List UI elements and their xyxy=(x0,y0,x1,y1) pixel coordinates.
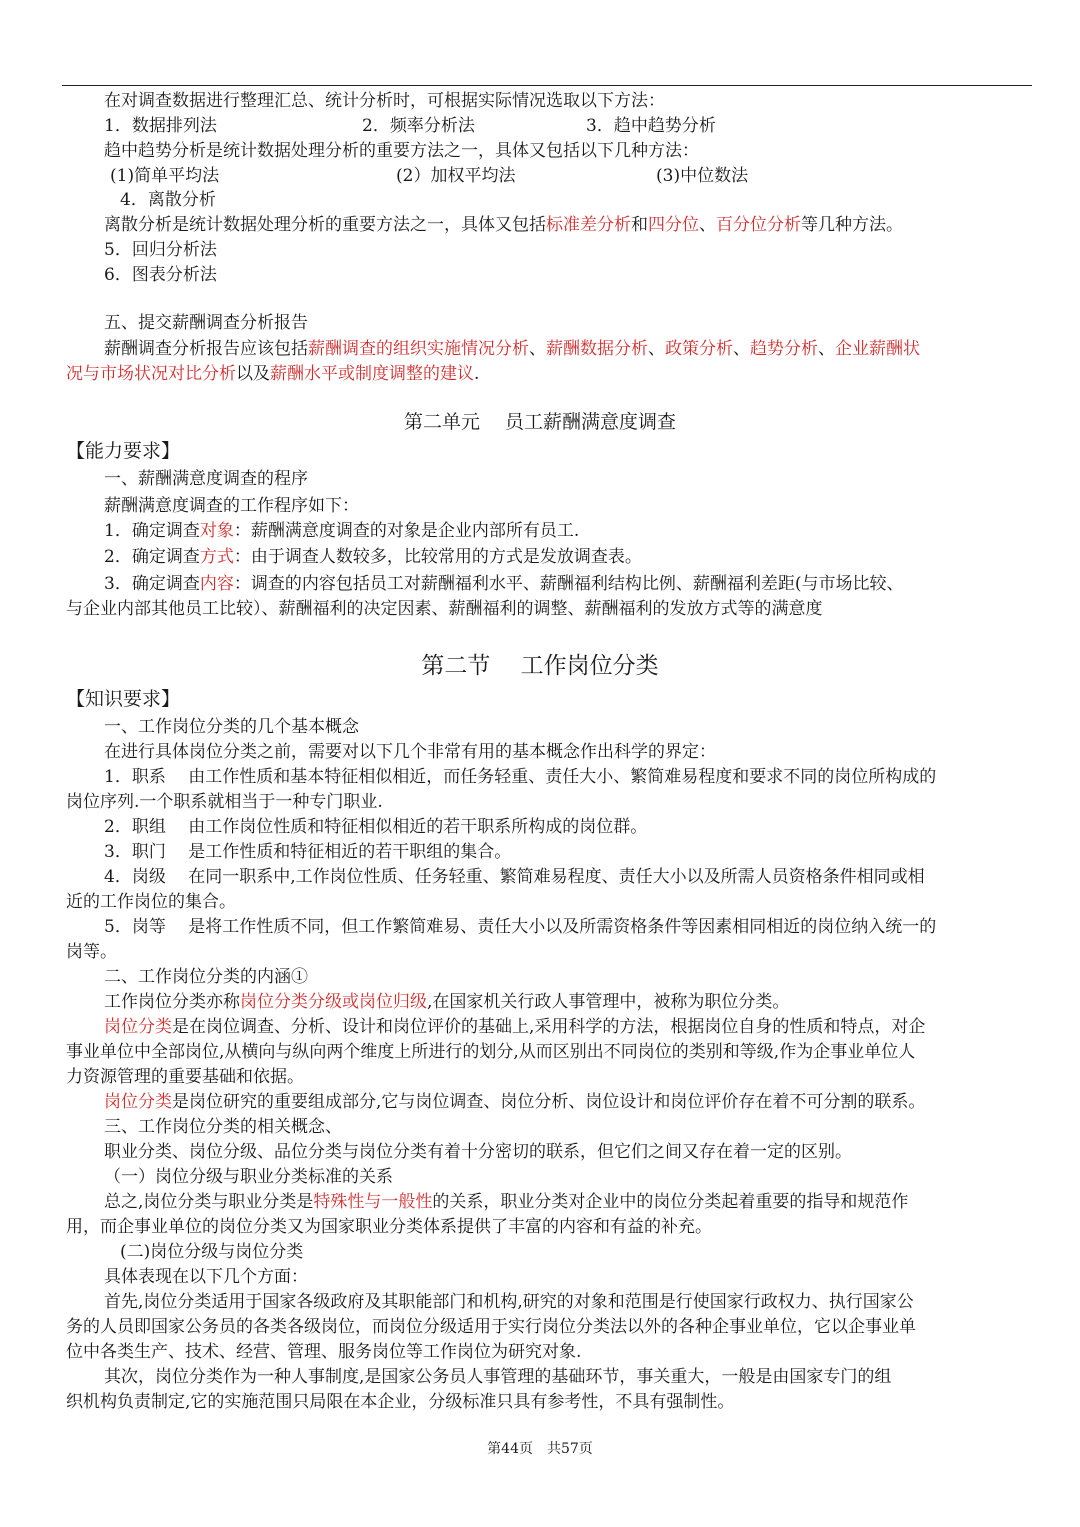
text-line: 5．回归分析法 xyxy=(104,240,217,260)
text-line: 职业分类、岗位分级、品位分类与岗位分类有着十分密切的联系，但它们之间又存在着一定的区别。 xyxy=(104,1142,852,1162)
list-item: (2）加权平均法 xyxy=(396,166,516,186)
text-line: 6．图表分析法 xyxy=(104,265,217,285)
text-line: 与企业内部其他员工比较）、薪酬福利的决定因素、薪酬福利的调整、薪酬福利的发放方式等的满意度 xyxy=(66,599,823,619)
text-line: 3．确定调查内容：调查的内容包括员工对薪酬福利水平、薪酬福利结构比例、薪酬福利差距(与市场比较、 xyxy=(104,574,904,594)
text-line: 二、工作岗位分类的内涵① xyxy=(104,967,308,987)
text-line: 务的人员即国家公务员的各类各级岗位，而岗位分级适用于实行岗位分类法以外的各种企事业单位，它以企事业单 xyxy=(66,1317,916,1337)
text-line: 薪酬满意度调查的工作程序如下： xyxy=(104,496,359,516)
text-line: 岗位序列.一个职系就相当于一种专门职业. xyxy=(66,792,383,812)
text-line: 5．岗等 是将工作性质不同，但工作繁简难易、责任大小以及所需资格条件等因素相同相近的岗位纳入统一的 xyxy=(104,917,937,937)
text-line: 其次，岗位分类作为一种人事制度,是国家公务员人事管理的基础环节，事关重大，一般是由国家专门的组 xyxy=(104,1367,892,1387)
text-line: 具体表现在以下几个方面： xyxy=(104,1267,308,1287)
text-line: 离散分析是统计数据处理分析的重要方法之一，具体又包括标准差分析和四分位、百分位分析等几种方法。 xyxy=(104,215,903,235)
text-line: 工作岗位分类亦称岗位分类分级或岗位归级,在国家机关行政人事管理中，被称为职位分类。 xyxy=(104,992,790,1012)
text-line: (二)岗位分级与岗位分类 xyxy=(120,1242,304,1262)
text-line: 在对调查数据进行整理汇总、统计分析时，可根据实际情况选取以下方法： xyxy=(104,91,665,111)
ability-heading: 【能力要求】 xyxy=(66,440,181,462)
list-item: 3．趋中趋势分析 xyxy=(586,116,716,136)
text-line: 事业单位中全部岗位,从横向与纵向两个维度上所进行的划分,从而区别出不同岗位的类别和等级,作为企事业单位人 xyxy=(66,1042,916,1062)
text-line: 况与市场状况对比分析以及薪酬水平或制度调整的建议. xyxy=(66,364,480,384)
section-heading: 五、提交薪酬调查分析报告 xyxy=(104,313,308,333)
text-line: 岗位分类是岗位研究的重要组成部分,它与岗位调查、岗位分析、岗位设计和岗位评价存在着不可分割的联系。 xyxy=(104,1092,926,1112)
unit-title: 第二单元 员工薪酬满意度调查 xyxy=(403,411,677,433)
list-item: (3)中位数法 xyxy=(656,166,749,186)
list-item: (1)简单平均法 xyxy=(110,166,220,186)
section-title: 第二节 工作岗位分类 xyxy=(421,653,659,679)
text-line: 4．岗级 在同一职系中,工作岗位性质、任务轻重、繁简难易程度、责任大小以及所需人员资格条件相同或相 xyxy=(104,867,925,887)
text-line: 力资源管理的重要基础和依据。 xyxy=(66,1067,304,1087)
list-item: 1．数据排列法 xyxy=(104,116,217,136)
text-line: 2．确定调查方式：由于调查人数较多，比较常用的方式是发放调查表。 xyxy=(104,547,642,567)
text-line: 位中各类生产、技术、经营、管理、服务岗位等工作岗位为研究对象. xyxy=(66,1342,582,1362)
top-rule xyxy=(62,85,1032,86)
text-line: 一、工作岗位分类的几个基本概念 xyxy=(104,717,359,737)
text-line: 近的工作岗位的集合。 xyxy=(66,892,236,912)
text-line: 3．职门 是工作性质和特征相近的若干职组的集合。 xyxy=(104,842,512,862)
text-line: 薪酬调查分析报告应该包括薪酬调查的组织实施情况分析、薪酬数据分析、政策分析、趋势分析、企业薪酬状 xyxy=(104,339,920,359)
text-line: 一、薪酬满意度调查的程序 xyxy=(104,469,308,489)
text-line: 用，而企事业单位的岗位分类又为国家职业分类体系提供了丰富的内容和有益的补充。 xyxy=(66,1217,712,1237)
text-line: 总之,岗位分类与职业分类是特殊性与一般性的关系，职业分类对企业中的岗位分类起着重要的指导和规范作 xyxy=(104,1192,909,1212)
text-line: 首先,岗位分类适用于国家各级政府及其职能部门和机构,研究的对象和范围是行使国家行政权力、执行国家公 xyxy=(104,1292,914,1312)
page-footer: 第44页 共57页 xyxy=(487,1441,593,1457)
text-line: 4．离散分析 xyxy=(120,190,216,210)
text-line: 在进行具体岗位分类之前，需要对以下几个非常有用的基本概念作出科学的界定： xyxy=(104,742,716,762)
text-line: 织机构负责制定,它的实施范围只局限在本企业，分级标准只具有参考性，不具有强制性。 xyxy=(66,1392,735,1412)
list-item: 2．频率分析法 xyxy=(362,116,475,136)
text-line: 2．职组 由工作岗位性质和特征相似相近的若干职系所构成的岗位群。 xyxy=(104,817,648,837)
knowledge-heading: 【知识要求】 xyxy=(66,688,181,710)
text-line: 1．职系 由工作性质和基本特征相似相近，而任务轻重、责任大小、繁简难易程度和要求不同的岗位所构成的 xyxy=(104,767,937,787)
text-line: 岗等。 xyxy=(66,942,117,962)
text-line: 趋中趋势分析是统计数据处理分析的重要方法之一，具体又包括以下几种方法： xyxy=(104,141,699,161)
text-line: 岗位分类是在岗位调查、分析、设计和岗位评价的基础上,采用科学的方法，根据岗位自身的性质和特点，对企 xyxy=(104,1017,926,1037)
text-line: （一）岗位分级与职业分类标准的关系 xyxy=(104,1167,393,1187)
text-line: 三、工作岗位分类的相关概念、 xyxy=(104,1117,342,1137)
text-line: 1．确定调查对象：薪酬满意度调查的对象是企业内部所有员工. xyxy=(104,521,580,541)
